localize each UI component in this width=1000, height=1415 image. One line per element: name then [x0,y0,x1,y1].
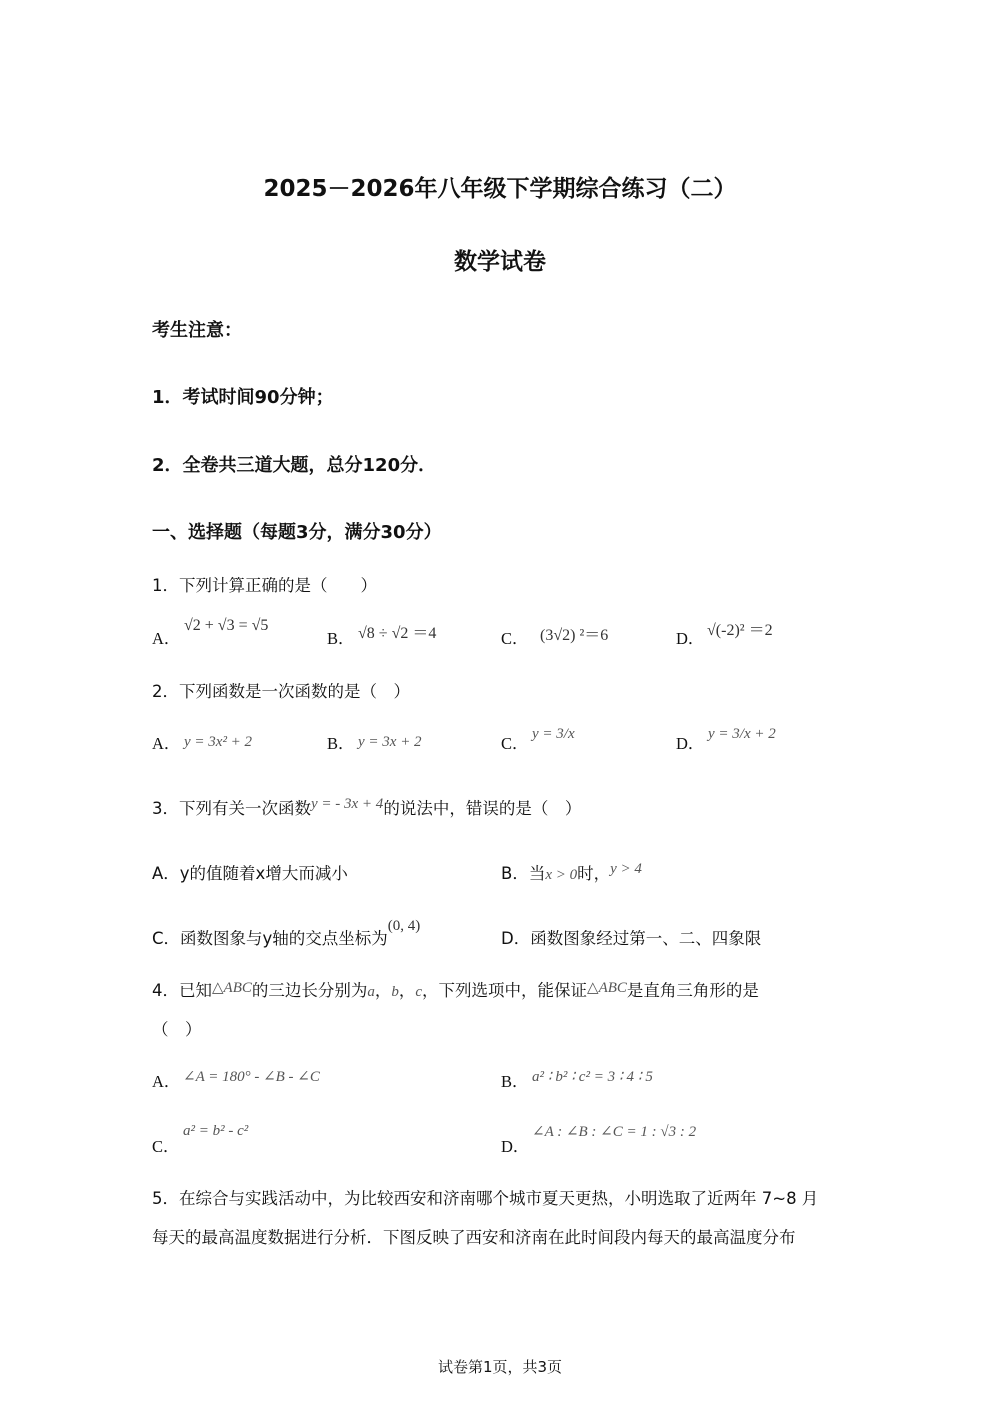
q4-option-a-label: A． [152,1072,181,1091]
q3-option-d: D．函数图象经过第一、二、四象限 [501,929,762,948]
question-5-line-2: 每天的最高温度数据进行分析．下图反映了西安和济南在此时间段内每天的最高温度分布 [152,1228,796,1247]
question-4-stem: 4．已知△ABC的三边长分别为a，b，c，下列选项中，能保证△ABC是直角三角形的是 [152,980,759,1000]
q3-option-b-math1: x > 0 [545,867,578,883]
q2-option-a-math: y = 3x² + 2 [184,734,253,750]
q3-option-a: A．y的值随着x增大而减小 [152,864,348,883]
q4-stem-post: 是直角三角形的是 [626,981,759,1000]
q4-stem-math2: △ABC [587,980,627,996]
notice-heading: 考生注意： [152,320,242,341]
notice-item-score: 2．全卷共三道大题，总分120分． [152,455,437,476]
question-2-stem: 2．下列函数是一次函数的是（ ） [152,682,410,701]
q4-stem-math1: △ABC [212,980,252,996]
q4-option-d-label: D． [501,1137,530,1156]
q3-stem-post: 的说法中，错误的是（ ） [383,799,582,818]
q4-option-c-math: a² = b² - c² [183,1123,249,1139]
q4-option-b-math: a² ∶ b² ∶ c² = 3 ∶ 4 ∶ 5 [532,1069,653,1085]
q3-option-b-math2: y > 4 [610,861,642,877]
q4-side-a: a [367,984,375,1000]
q4-option-b-label: B． [501,1072,529,1091]
q4-stem-mid1: 的三边长分别为 [251,981,368,1000]
question-5-line-1: 5．在综合与实践活动中，为比较西安和济南哪个城市夏天更热，小明选取了近两年 7~8 月 [152,1189,819,1208]
q3-option-c [152,918,421,949]
notice-item-time: 1．考试时间90分钟； [152,387,334,408]
q2-option-c-math: y = 3/x [532,726,575,742]
q4-stem-mid2: ，下列选项中，能保证 [422,981,588,1000]
q2-option-b-math: y = 3x + 2 [358,734,422,750]
q4-option-a-math: ∠A = 180° - ∠B - ∠C [183,1069,320,1085]
question-1-stem: 1．下列计算正确的是（ ） [152,576,377,595]
q1-option-b-math: √8 ÷ √2 ＝4 [358,625,437,642]
q1-option-d-label: D． [676,629,705,648]
q3-option-b [501,860,642,884]
q1-option-c-math: (3√2) ²＝6 [540,627,609,644]
q4-side-b: b [391,984,399,1000]
q1-option-d-math: √(-2)² ＝2 [707,622,773,639]
q3-stem-pre: 3．下列有关一次函数 [152,799,311,818]
q1-option-c-label: C． [501,629,529,648]
q2-option-b-label: B． [327,734,355,753]
q4-stem-paren: （ ） [152,1020,202,1039]
q4-side-c: c [415,984,423,1000]
q3-option-c-math: (0, 4) [387,918,421,934]
section-heading-choice: 一、选择题（每题3分，满分30分） [152,522,442,543]
exam-title: 2025－2026年八年级下学期综合练习（二） [263,176,737,202]
q2-option-c-label: C． [501,734,529,753]
q1-option-a-math: √2 + √3 = √5 [184,617,269,634]
q3-option-b-pre: B．当 [501,864,546,883]
q3-option-c-pre: C．函数图象与y轴的交点坐标为 [152,929,388,948]
q3-stem-math: y = - 3x + 4 [311,796,384,812]
q1-option-a-label: A． [152,629,181,648]
q1-option-b-label: B． [327,629,355,648]
q4-option-d-math: ∠A : ∠B : ∠C = 1 : √3 : 2 [532,1124,697,1140]
q4-stem-pre: 4．已知 [152,981,212,1000]
q3-option-b-mid: 时， [577,864,611,883]
question-3-stem [152,795,581,819]
q2-option-d-math: y = 3/x + 2 [708,726,776,742]
page-footer: 试卷第1页，共3页 [437,1358,563,1376]
q2-option-d-label: D． [676,734,705,753]
exam-subtitle: 数学试卷 [454,249,546,275]
q2-option-a-label: A． [152,734,181,753]
q4-option-c-label: C． [152,1137,180,1156]
